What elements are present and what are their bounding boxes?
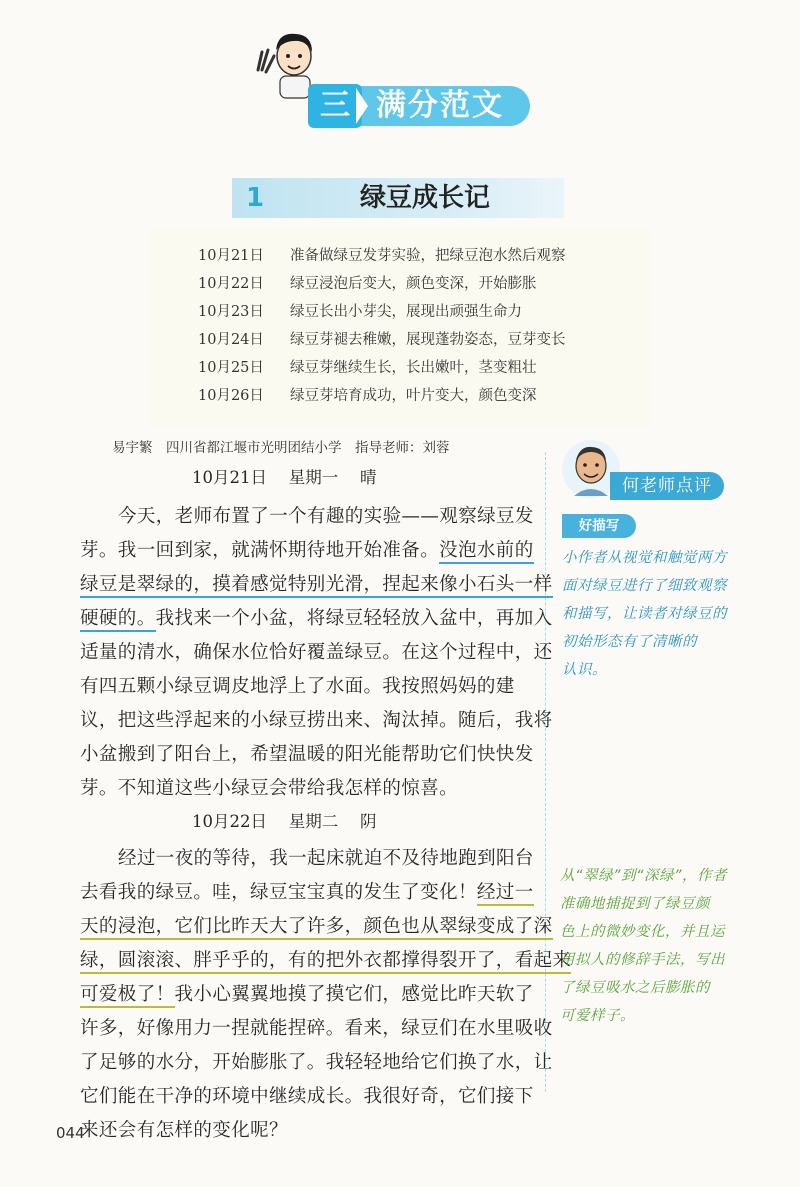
underlined-text: 天的浸泡，它们比昨天大了许多，颜色也从翠绿变成了深: [80, 916, 553, 940]
column-divider: [545, 452, 546, 1092]
comment-line: 从“翠绿”到“深绿”，作者: [560, 868, 728, 884]
entry-weekday: 星期一: [288, 468, 339, 487]
essay-title-band: [232, 178, 564, 218]
comment-line: 认识。: [562, 662, 607, 678]
comment-line: 和描写，让读者对绿豆的: [562, 606, 727, 622]
comment-line: 初始形态有了清晰的: [562, 634, 697, 650]
text-run: 我小心翼翼地摸了摸它们，感觉比昨天软了: [174, 984, 534, 1005]
underlined-text: 可爱极了！: [80, 984, 175, 1008]
text-run: 我找来一个小盆，将绿豆轻轻放入盆中，再加入: [155, 608, 553, 629]
paragraph-line: [80, 910, 553, 944]
author-byline: 易宇繁 四川省都江堰市光明团结小学 指导老师：刘蓉: [112, 440, 450, 456]
timeline-text: 绿豆芽褪去稚嫩，展现蓬勃姿态，豆芽变长: [290, 332, 566, 348]
good-description-tag: 好描写: [562, 514, 636, 538]
comment-line: 色上的微妙变化，并且运: [560, 924, 725, 940]
timeline-text: 绿豆芽培育成功，叶片变大，颜色变深: [290, 388, 537, 404]
paragraph-line: [80, 978, 538, 1012]
essay-number: 1: [246, 183, 265, 213]
paragraph-line: 它们能在干净的环境中继续成长。我很好奇，它们接下: [80, 1086, 534, 1107]
paragraph-line: 有四五颗小绿豆调皮地浮上了水面。我按照妈妈的建: [80, 676, 515, 697]
paragraph-line: [80, 568, 553, 602]
page-number: 044: [56, 1124, 85, 1142]
comment-line: 可爱样子。: [560, 1008, 635, 1024]
entry-date: 10月21日: [192, 468, 267, 487]
paragraph-line: 适量的清水，确保水位恰好覆盖绿豆。在这个过程中，还: [80, 642, 553, 663]
entry-heading-day2: [192, 806, 377, 838]
paragraph-line: [80, 944, 572, 978]
paragraph-line: 议，把这些浮起来的小绿豆捞出来、淘汰掉。随后，我将: [80, 710, 553, 731]
timeline-text: 绿豆长出小芽尖，展现出顽强生命力: [290, 304, 522, 320]
paragraph-line: 了足够的水分，开始膨胀了。我轻轻地给它们换了水，让: [80, 1052, 553, 1073]
timeline-text: 准备做绿豆发芽实验，把绿豆泡水然后观察: [290, 248, 566, 264]
paragraph-line: 小盆搬到了阳台上，希望温暖的阳光能帮助它们快快发: [80, 744, 534, 765]
paragraph-line: [80, 602, 553, 636]
section-number: 三: [308, 84, 362, 128]
section-title: 满分范文: [376, 88, 504, 123]
comment-line: 了绿豆吸水之后膨胀的: [560, 980, 710, 996]
paragraph-line: 今天，老师布置了一个有趣的实验——观察绿豆发: [118, 506, 534, 527]
essay-title: 绿豆成长记: [360, 183, 491, 213]
paragraph-line: 芽。不知道这些小绿豆会带给我怎样的惊喜。: [80, 778, 459, 799]
timeline-date: 10月25日: [198, 360, 264, 376]
underlined-text: 经过一: [477, 882, 534, 906]
underlined-text: 绿豆是翠绿的，摸着感觉特别光滑，捏起来像小石头一样: [80, 574, 553, 598]
entry-weather: 晴: [360, 468, 377, 487]
timeline-date: 10月24日: [198, 332, 264, 348]
paragraph-line: 经过一夜的等待，我一起床就迫不及待地跑到阳台: [118, 848, 534, 869]
timeline-text: 绿豆芽继续生长，长出嫩叶，茎变粗壮: [290, 360, 537, 376]
underlined-text: 没泡水前的: [439, 540, 534, 564]
text-run: 去看我的绿豆。哇，绿豆宝宝真的发生了变化！: [80, 882, 477, 903]
comment-line: 用拟人的修辞手法，写出: [560, 952, 725, 968]
entry-heading-day1: [192, 462, 377, 494]
timeline-text: 绿豆浸泡后变大，颜色变深，开始膨胀: [290, 276, 537, 292]
banner-chevron-icon: [356, 88, 368, 124]
text-run: 芽。我一回到家，就满怀期待地开始准备。: [80, 540, 440, 561]
paragraph-line: 来还会有怎样的变化呢？: [80, 1120, 288, 1141]
comment-line: 面对绿豆进行了细致观察: [562, 578, 727, 594]
paragraph-line: [80, 534, 538, 568]
timeline-date: 10月22日: [198, 276, 264, 292]
entry-weather: 阴: [360, 812, 377, 831]
paragraph-line: 许多，好像用力一捏就能捏碎。看来，绿豆们在水里吸收: [80, 1018, 553, 1039]
comment-line: 准确地捕捉到了绿豆颜: [560, 896, 710, 912]
teacher-comment-label: 何老师点评: [610, 472, 724, 500]
entry-date: 10月22日: [192, 812, 267, 831]
underlined-text: 绿，圆滚滚、胖乎乎的，有的把外衣都撑得裂开了，看起来: [80, 950, 571, 974]
entry-weekday: 星期二: [288, 812, 339, 831]
timeline-date: 10月21日: [198, 248, 264, 264]
section-banner: [290, 80, 530, 128]
comment-line: 小作者从视觉和触觉两方: [562, 550, 727, 566]
underlined-text: 硬硬的。: [80, 608, 156, 632]
timeline-date: 10月23日: [198, 304, 264, 320]
paragraph-line: [80, 876, 538, 910]
timeline-date: 10月26日: [198, 388, 264, 404]
